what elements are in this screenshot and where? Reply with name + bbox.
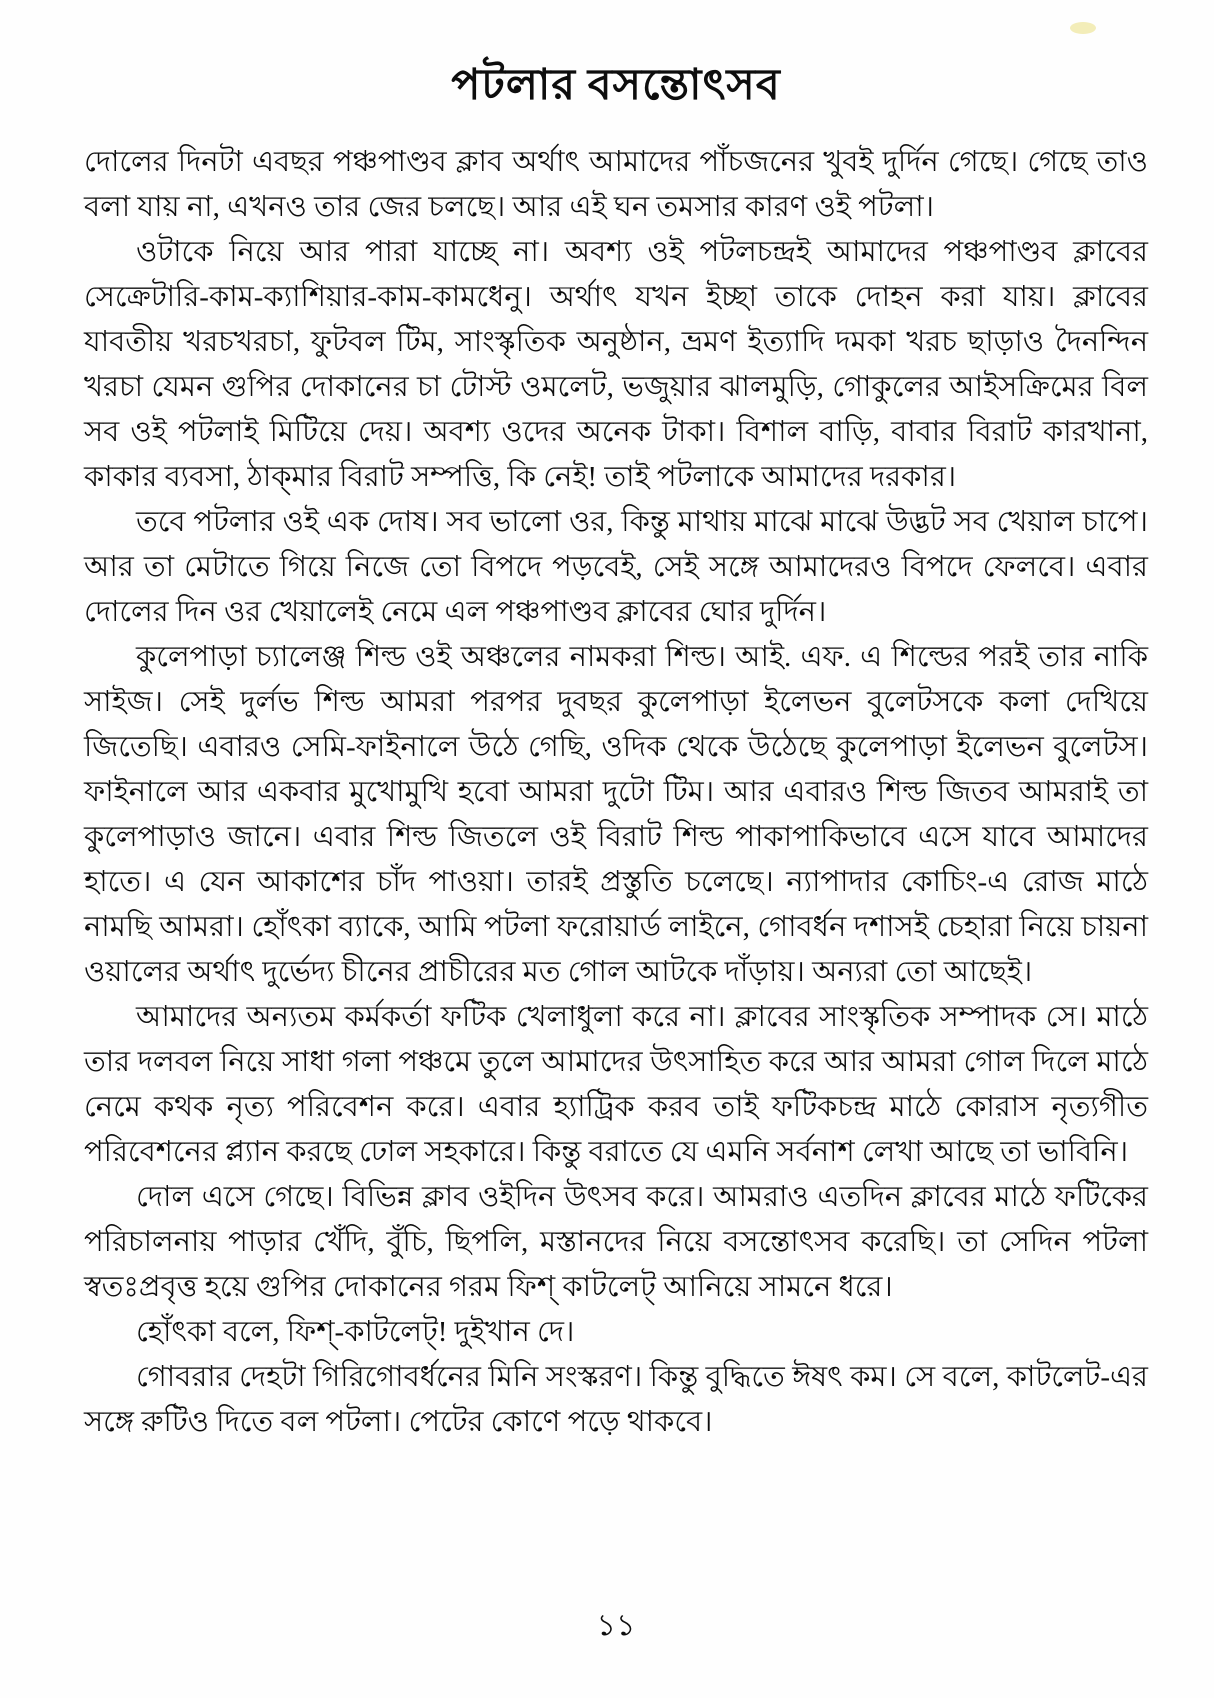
story-paragraph-5: আমাদের অন্যতম কর্মকর্তা ফটিক খেলাধুলা করে না। ক্লাবের সাংস্কৃতিক সম্পাদক সে। মাঠে তার দলবল নিয়ে সাধা গলা পঞ্চমে তুলে আমাদের উৎসাহিত করে আর আমরা গোল দিলে মাঠে নেমে কথক নৃত্য পরিবেশন করে। এবার হ্যাট্রিক করব তাই ফটিকচন্দ্র মাঠে কোরাস নৃত্যগীত পরিবেশনের প্ল্যান করছে ঢোল সহকারে। কিন্তু বরাতে যে এমনি সর্বনাশ লেখা আছে তা ভাবিনি। (84, 1000, 1148, 1168)
story-paragraph-2: ওটাকে নিয়ে আর পারা যাচ্ছে না। অবশ্য ওই পটলচন্দ্রই আমাদের পঞ্চপাণ্ডব ক্লাবের সেক্রেটারি-কাম-ক্যাশিয়ার-কাম-কামধেনু। অর্থাৎ যখন ইচ্ছা তাকে দোহন করা যায়। ক্লাবের যাবতীয় খরচখরচা, ফুটবল টিম, সাংস্কৃতিক অনুষ্ঠান, ভ্রমণ ইত্যাদি দমকা খরচ ছাড়াও দৈনন্দিন খরচা যেমন গুপির দোকানের চা টোস্ট ওমলেট, ভজুয়ার ঝালমুড়ি, গোকুলের আইসক্রিমের বিল সব ওই পটলাই মিটিয়ে দেয়। অবশ্য ওদের অনেক টাকা। বিশাল বাড়ি, বাবার বিরাট কারখানা, কাকার ব্যবসা, ঠাক্‌মার বিরাট সম্পত্তি, কি নেই! তাই পটলাকে আমাদের দরকার। (84, 235, 1148, 493)
story-paragraph-4: কুলেপাড়া চ্যালেঞ্জ শিল্ড ওই অঞ্চলের নামকরা শিল্ড। আই. এফ. এ শিল্ডের পরই তার নাকি সাইজ। সেই দুর্লভ শিল্ড আমরা পরপর দুবছর কুলেপাড়া ইলেভন বুলেটসকে কলা দেখিয়ে জিতেছি। এবারও সেমি-ফাইনালে উঠে গেছি, ওদিক থেকে উঠেছে কুলেপাড়া ইলেভন বুলেটস। ফাইনালে আর একবার মুখোমুখি হবো আমরা দুটো টিম। আর এবারও শিল্ড জিতব আমরাই তা কুলেপাড়াও জানে। এবার শিল্ড জিতলে ওই বিরাট শিল্ড পাকাপাকিভাবে এসে যাবে আমাদের হাতে। এ যেন আকাশের চাঁদ পাওয়া। তারই প্রস্তুতি চলেছে। ন্যাপাদার কোচিং-এ রোজ মাঠে নামছি আমরা। হোঁৎকা ব্যাকে, আমি পটলা ফরোয়ার্ড লাইনে, গোবর্ধন দশাসই চেহারা নিয়ে চায়না ওয়ালের অর্থাৎ দুর্ভেদ্য চীনের প্রাচীরের মত গোল আটকে দাঁড়ায়। অন্যরা তো আছেই। (84, 640, 1148, 988)
story-paragraph-1: দোলের দিনটা এবছর পঞ্চপাণ্ডব ক্লাব অর্থাৎ আমাদের পাঁচজনের খুবই দুর্দিন গেছে। গেছে তাও বলা যায় না, এখনও তার জের চলছে। আর এই ঘন তমসার কারণ ওই পটলা। (84, 145, 1148, 223)
story-body (84, 140, 1148, 1445)
story-paragraph-7: হোঁৎকা বলে, ফিশ্-কাটলেট্! দুইখান দে। (136, 1315, 575, 1348)
story-paragraph-3: তবে পটলার ওই এক দোষ। সব ভালো ওর, কিন্তু মাথায় মাঝে মাঝে উদ্ভট সব খেয়াল চাপে। আর তা মেটাতে গিয়ে নিজে তো বিপদে পড়বেই, সেই সঙ্গে আমাদেরও বিপদে ফেলবে। এবার দোলের দিন ওর খেয়ালেই নেমে এল পঞ্চপাণ্ডব ক্লাবের ঘোর দুর্দিন। (84, 505, 1148, 628)
story-paragraph-6: দোল এসে গেছে। বিভিন্ন ক্লাব ওইদিন উৎসব করে। আমরাও এতদিন ক্লাবের মাঠে ফটিকের পরিচালনায় পাড়ার খেঁদি, বুঁচি, ছিপলি, মস্তানদের নিয়ে বসন্তোৎসব করেছি। তা সেদিন পটলা স্বতঃপ্রবৃত্ত হয়ে গুপির দোকানের গরম ফিশ্ কাটলেট্ আনিয়ে সামনে ধরে। (84, 1180, 1148, 1303)
page-number: ১১ (596, 1609, 636, 1642)
story-paragraph-8: গোবরার দেহটা গিরিগোবর্ধনের মিনি সংস্করণ। কিন্তু বুদ্ধিতে ঈষৎ কম। সে বলে, কাটলেট-এর সঙ্গে রুটিও দিতে বল পটলা। পেটের কোণে পড়ে থাকবে। (84, 1360, 1148, 1438)
scan-artifact (1070, 22, 1096, 34)
page-title: পটলার বসন্তোৎসব (451, 62, 781, 109)
